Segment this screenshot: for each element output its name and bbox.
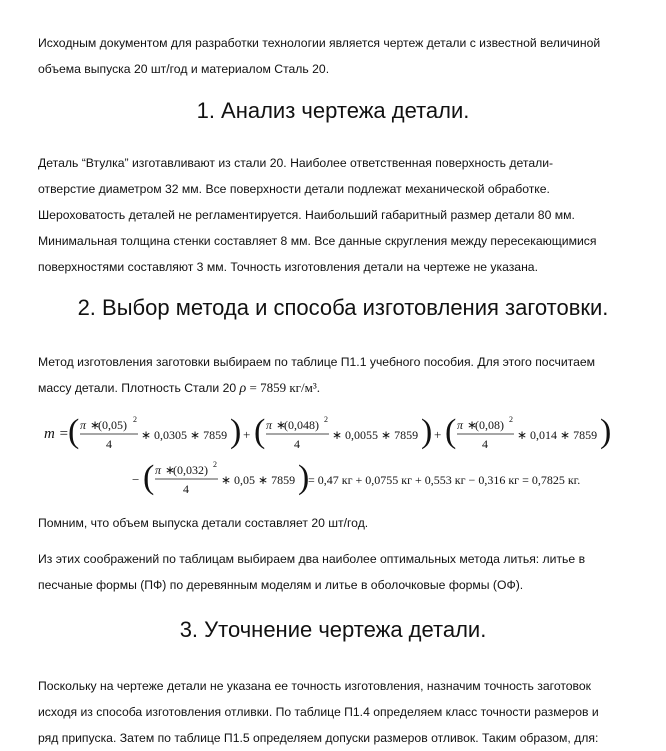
denominator: 4 <box>183 482 189 496</box>
diameter-1: (0,05) <box>98 418 127 432</box>
diameter-4: (0,032) <box>173 463 208 477</box>
paren-open: ( <box>445 413 457 450</box>
paren-close: ) <box>600 413 612 450</box>
density-text: массу детали. Плотность Стали 20 <box>38 381 240 395</box>
minus-sign: − <box>132 472 140 487</box>
section-2-paragraph <box>38 349 638 402</box>
text-line: Метод изготовления заготовки выбираем по таблице П1.1 учебного пособия. Для этого посчитаем <box>38 355 596 369</box>
term-1-rest: ∗ 0,0305 ∗ 7859 <box>141 428 228 442</box>
paren-open: ( <box>68 413 80 450</box>
paren-open: ( <box>254 413 266 450</box>
section-3-heading: 3. Уточнение чертежа детали. <box>179 617 487 642</box>
text-line: песчаные формы (ПФ) по деревянным моделям и литье в оболочковые формы (ОФ). <box>38 578 524 592</box>
mult-symbol: ∗ <box>165 463 176 477</box>
pi-symbol: π <box>457 418 464 432</box>
density-value: = 7859 кг/м³. <box>246 380 320 395</box>
paren-close: ) <box>230 413 242 450</box>
term-3-rest: ∗ 0,014 ∗ 7859 <box>517 428 598 442</box>
plus-sign: + <box>243 427 251 442</box>
plus-sign: + <box>434 427 442 442</box>
text-line: Минимальная толщина стенки составляет 8 мм. Все данные скругления между пересекающимися <box>38 234 597 248</box>
text-line: объема выпуска 20 шт/год и материалом Сталь 20. <box>38 62 330 76</box>
text-line: Исходным документом для разработки технологии является чертеж детали с известной величиной <box>38 36 601 50</box>
denominator: 4 <box>482 437 488 451</box>
text-line: Поскольку на чертеже детали не указана ее точность изготовления, назначим точность заготовок <box>38 679 591 693</box>
denominator: 4 <box>294 437 300 451</box>
density-symbol: ρ <box>239 381 247 396</box>
exponent: 2 <box>324 415 328 424</box>
intro-paragraph <box>38 30 638 82</box>
text-line: отверстие диаметром 32 мм. Все поверхности детали подлежат механической обработке. <box>38 182 550 196</box>
pi-symbol: π <box>266 418 273 432</box>
exponent: 2 <box>133 415 137 424</box>
pi-symbol: π <box>155 463 162 477</box>
formula-result: = 0,47 кг + 0,0755 кг + 0,553 кг − 0,316 кг = 0,7825 кг. <box>308 473 581 487</box>
exponent: 2 <box>509 415 513 424</box>
reminder-paragraph <box>38 510 638 536</box>
paren-close: ) <box>298 459 310 496</box>
text-line: Из этих соображений по таблицам выбираем два наиболее оптимальных метода литья: литье в <box>38 552 586 566</box>
text-line <box>38 375 638 402</box>
term-2-rest: ∗ 0,0055 ∗ 7859 <box>332 428 419 442</box>
denominator: 4 <box>106 437 112 451</box>
text-line: поверхностями составляют 3 мм. Точность изготовления детали на чертеже не указана. <box>38 260 538 274</box>
section-1-paragraph <box>38 150 638 280</box>
mult-symbol: ∗ <box>90 418 101 432</box>
pi-symbol: π <box>80 418 87 432</box>
choice-paragraph <box>38 546 638 598</box>
text-line: ряд припуска. Затем по таблице П1.5 определяем допуски размеров отливок. Таким образом, для: <box>38 731 599 745</box>
section-3-paragraph <box>38 673 638 751</box>
formula-lhs: m = <box>44 426 69 442</box>
paren-close: ) <box>421 413 433 450</box>
diameter-2: (0,048) <box>284 418 319 432</box>
text-line: Деталь “Втулка” изготавливают из стали 20. Наиболее ответственная поверхность детали- <box>38 156 554 170</box>
section-1-heading: 1. Анализ чертежа детали. <box>196 98 470 123</box>
mult-symbol: ∗ <box>467 418 478 432</box>
mult-symbol: ∗ <box>276 418 287 432</box>
text-line: исходя из способа изготовления отливки. По таблице П1.4 определяем класс точности размеров и <box>38 705 599 719</box>
mass-formula <box>40 408 640 500</box>
text-line: Шероховатость деталей не регламентируется. Наибольший габаритный размер детали 80 мм. <box>38 208 575 222</box>
paren-open: ( <box>143 459 155 496</box>
term-4-rest: ∗ 0,05 ∗ 7859 <box>221 473 296 487</box>
diameter-3: (0,08) <box>475 418 504 432</box>
section-2-heading: 2. Выбор метода и способа изготовления заготовки. <box>77 295 609 320</box>
text-line: Помним, что объем выпуска детали составляет 20 шт/год. <box>38 516 369 530</box>
exponent: 2 <box>213 460 217 469</box>
